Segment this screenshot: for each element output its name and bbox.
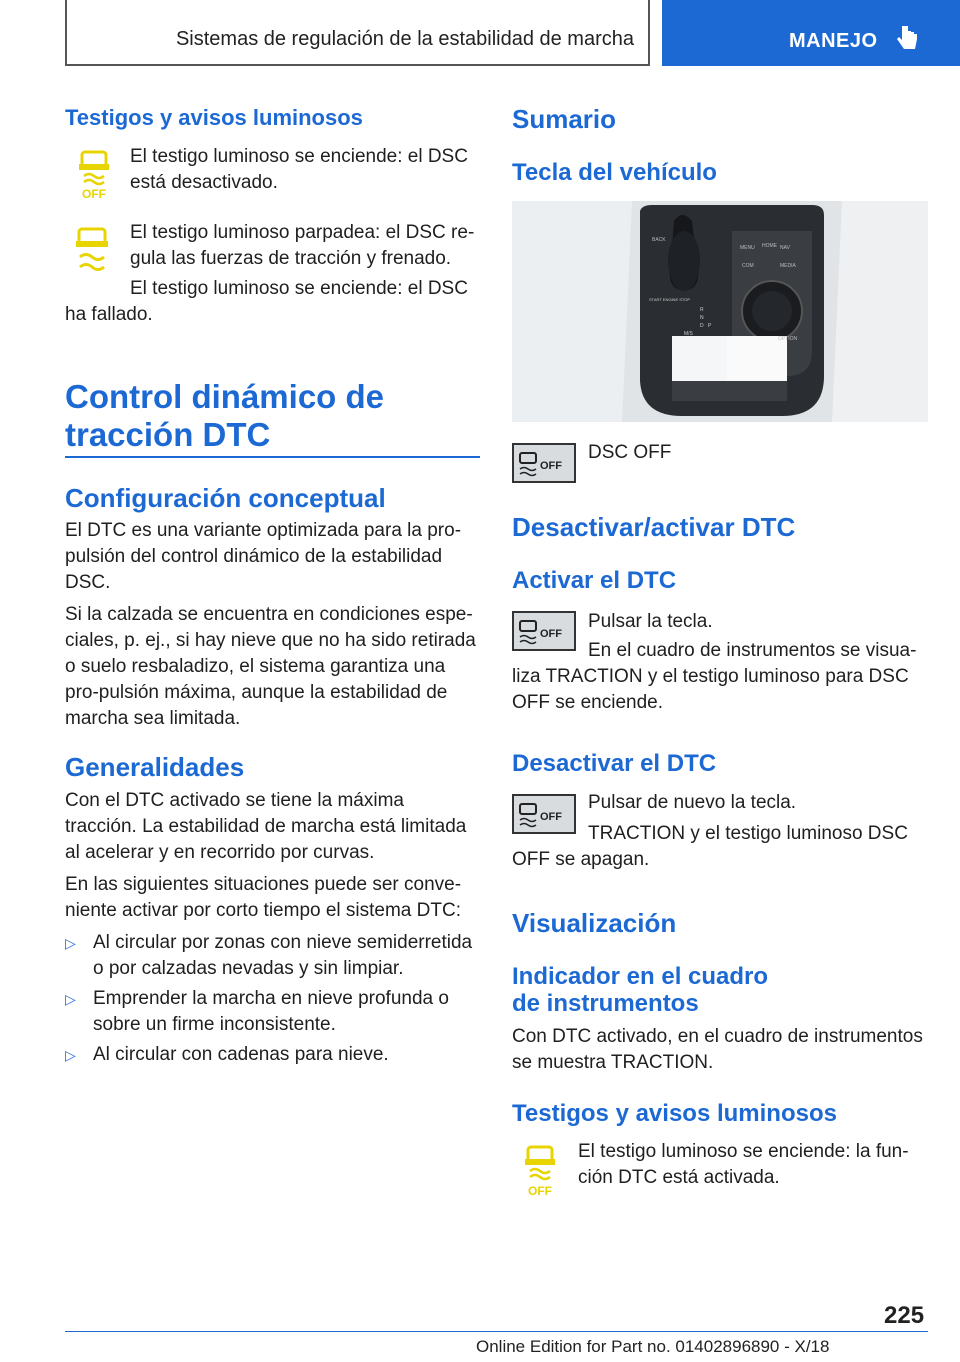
activar-step-2: En el cuadro de instrumentos se visua-liza TRACTION y el testigo luminoso para DSC OFF se enciende. [512, 640, 917, 713]
chapter-tab[interactable] [662, 0, 960, 66]
desactivar-step-1: Pulsar de nuevo la tecla. [588, 792, 797, 813]
page-number: 225 [884, 1302, 925, 1329]
activar-step-1: Pulsar la tecla. [588, 611, 713, 632]
indicador-paragraph: Con DTC activado, en el cuadro de instrumentos se muestra TRACTION. [512, 1026, 923, 1073]
testigo-2-text: El testigo luminoso parpadea: el DSC re-gula las fuerzas de tracción y frenado. [130, 222, 475, 269]
bullet-triangle-icon: ▷ [65, 991, 76, 1007]
testigo-dtc-text: El testigo luminoso se enciende: la fun-ción DTC está activada. [578, 1141, 909, 1188]
photo-label-nav: NAV [780, 245, 790, 251]
heading-tecla: Tecla del vehículo [512, 159, 717, 186]
heading-rule [65, 456, 480, 458]
center-console-photo [512, 201, 928, 422]
heading-testigos-2: Testigos y avisos luminosos [512, 1100, 837, 1127]
general-paragraph-2: En las siguientes situaciones puede ser conve-niente activar por corto tiempo el sistema DTC: [65, 874, 462, 921]
dsc-off-button-icon [512, 443, 576, 483]
photo-label-option: OPTION [778, 336, 798, 342]
desactivar-step-2: TRACTION y el testigo luminoso DSC OFF se apagan. [512, 823, 908, 870]
heading-desactivar-activar: Desactivar/activar DTC [512, 512, 796, 542]
photo-label-start: START ENGINE STOP [649, 297, 691, 302]
heading-indicador-2: de instrumentos [512, 990, 699, 1017]
photo-label-media: MEDIA [780, 263, 796, 269]
config-paragraph-2: Si la calzada se encuentra en condiciones espe-ciales, p. ej., si hay nieve que no ha sido retirada o suelo resbaladizo, el sistema garantiza una pro-pulsión máxima, aunque la estabilidad de marcha sea limitada. [65, 604, 476, 729]
bullet-triangle-icon: ▷ [65, 1047, 76, 1063]
testigo-3b-text: ha fallado. [65, 304, 153, 325]
chapter-tab-label: MANEJO [789, 30, 878, 52]
list-item-text: Al circular por zonas con nieve semiderretida o por calzadas nevadas y sin limpiar. [93, 932, 473, 979]
photo-label-gear-n: N [700, 315, 704, 321]
heading-general: Generalidades [65, 752, 245, 782]
dsc-button-off-text: OFF [540, 628, 562, 640]
dtc-warning-icon [522, 1145, 558, 1197]
hand-pointer-icon [896, 24, 918, 54]
list-item-text: Al circular con cadenas para nieve. [93, 1044, 389, 1065]
photo-label-gear-d: D [700, 323, 704, 329]
photo-label-menu: MENU [740, 245, 755, 251]
photo-label-home: HOME [762, 243, 777, 249]
heading-control-1: Control dinámico de [65, 378, 385, 415]
heading-control-2: tracción DTC [65, 416, 271, 453]
header-box [65, 0, 650, 66]
photo-label-gear-p: P [708, 323, 712, 329]
heading-sumario: Sumario [512, 104, 617, 134]
config-paragraph-1: El DTC es una variante optimizada para la pro-pulsión del control dinámico de la estabilidad DSC. [65, 520, 462, 593]
section-title: Sistemas de regulación de la estabilidad de marcha [175, 28, 634, 50]
list-item-text: Emprender la marcha en nieve profunda o sobre un firme inconsistente. [93, 988, 449, 1035]
dsc-off-warning-icon [76, 150, 112, 200]
heading-desactivar-dtc: Desactivar el DTC [512, 750, 717, 777]
dsc-button-off-text: OFF [540, 460, 562, 472]
heading-indicador-1: Indicador en el cuadro [512, 963, 769, 990]
dsc-off-label: DSC OFF [588, 442, 672, 463]
dsc-active-warning-icon [72, 225, 112, 275]
general-paragraph-1: Con el DTC activado se tiene la máxima tracción. La estabilidad de marcha está limitada al acelerar y en recorrido por curvas. [65, 790, 467, 863]
photo-label-gear-ms: M/S [684, 331, 693, 337]
testigo-3a-text: El testigo luminoso se enciende: el DSC [130, 278, 468, 299]
dsc-button-off-text: OFF [540, 811, 562, 823]
photo-label-gear-r: R [700, 307, 704, 313]
photo-label-com: COM [742, 263, 754, 269]
testigo-1-text: El testigo luminoso se enciende: el DSC está desactivado. [130, 146, 468, 193]
heading-testigos: Testigos y avisos luminosos [65, 105, 363, 130]
photo-label-back: BACK [652, 237, 666, 243]
dtc-icon-off-text: OFF [528, 1184, 552, 1197]
svg-text:OFF: OFF [82, 187, 106, 200]
footer-rule [65, 1331, 928, 1332]
bullet-triangle-icon: ▷ [65, 935, 76, 951]
heading-config: Configuración conceptual [65, 483, 386, 513]
heading-activar: Activar el DTC [512, 567, 677, 594]
footer-edition: Online Edition for Part no. 01402896890 - X/18 [476, 1337, 830, 1356]
heading-visualizacion: Visualización [512, 908, 677, 938]
